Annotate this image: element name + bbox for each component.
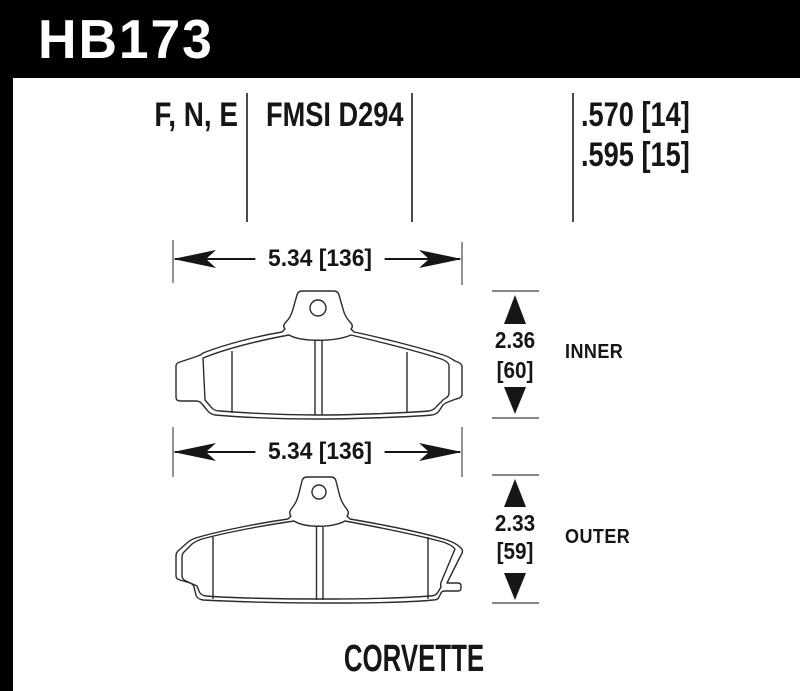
outer-height-inches: 2.33 (494, 510, 536, 536)
inner-height-inches: 2.36 (494, 327, 536, 353)
fmsi-code: FMSI D294 (266, 96, 404, 134)
compound-codes-text: F, N, E (154, 96, 238, 134)
outer-width-label: 5.34 [136] (255, 439, 384, 465)
outer-height-mm: [59] (496, 538, 534, 564)
outer-pad-drawing (176, 477, 463, 603)
outer-pad-outline (176, 477, 463, 603)
vehicle-application: CORVETTE (343, 638, 485, 680)
inner-height-mm: [60] (496, 357, 534, 383)
inner-pad-drawing (176, 291, 462, 419)
arrowhead-up-icon (504, 295, 526, 324)
thickness-line-1: .570 [14] (581, 96, 690, 134)
inner-pad-label: INNER (565, 341, 624, 363)
arrowhead-up-icon (504, 479, 526, 507)
inner-height-dimension (492, 291, 539, 418)
part-number: HB173 (38, 8, 214, 70)
arrowhead-down-icon (504, 573, 526, 600)
arrowhead-down-icon (504, 387, 526, 414)
thickness-line-2: .595 [15] (581, 136, 690, 174)
outer-pad-label: OUTER (565, 526, 631, 548)
inner-width-label: 5.34 [136] (255, 246, 384, 272)
inner-pad-outline (176, 291, 462, 419)
